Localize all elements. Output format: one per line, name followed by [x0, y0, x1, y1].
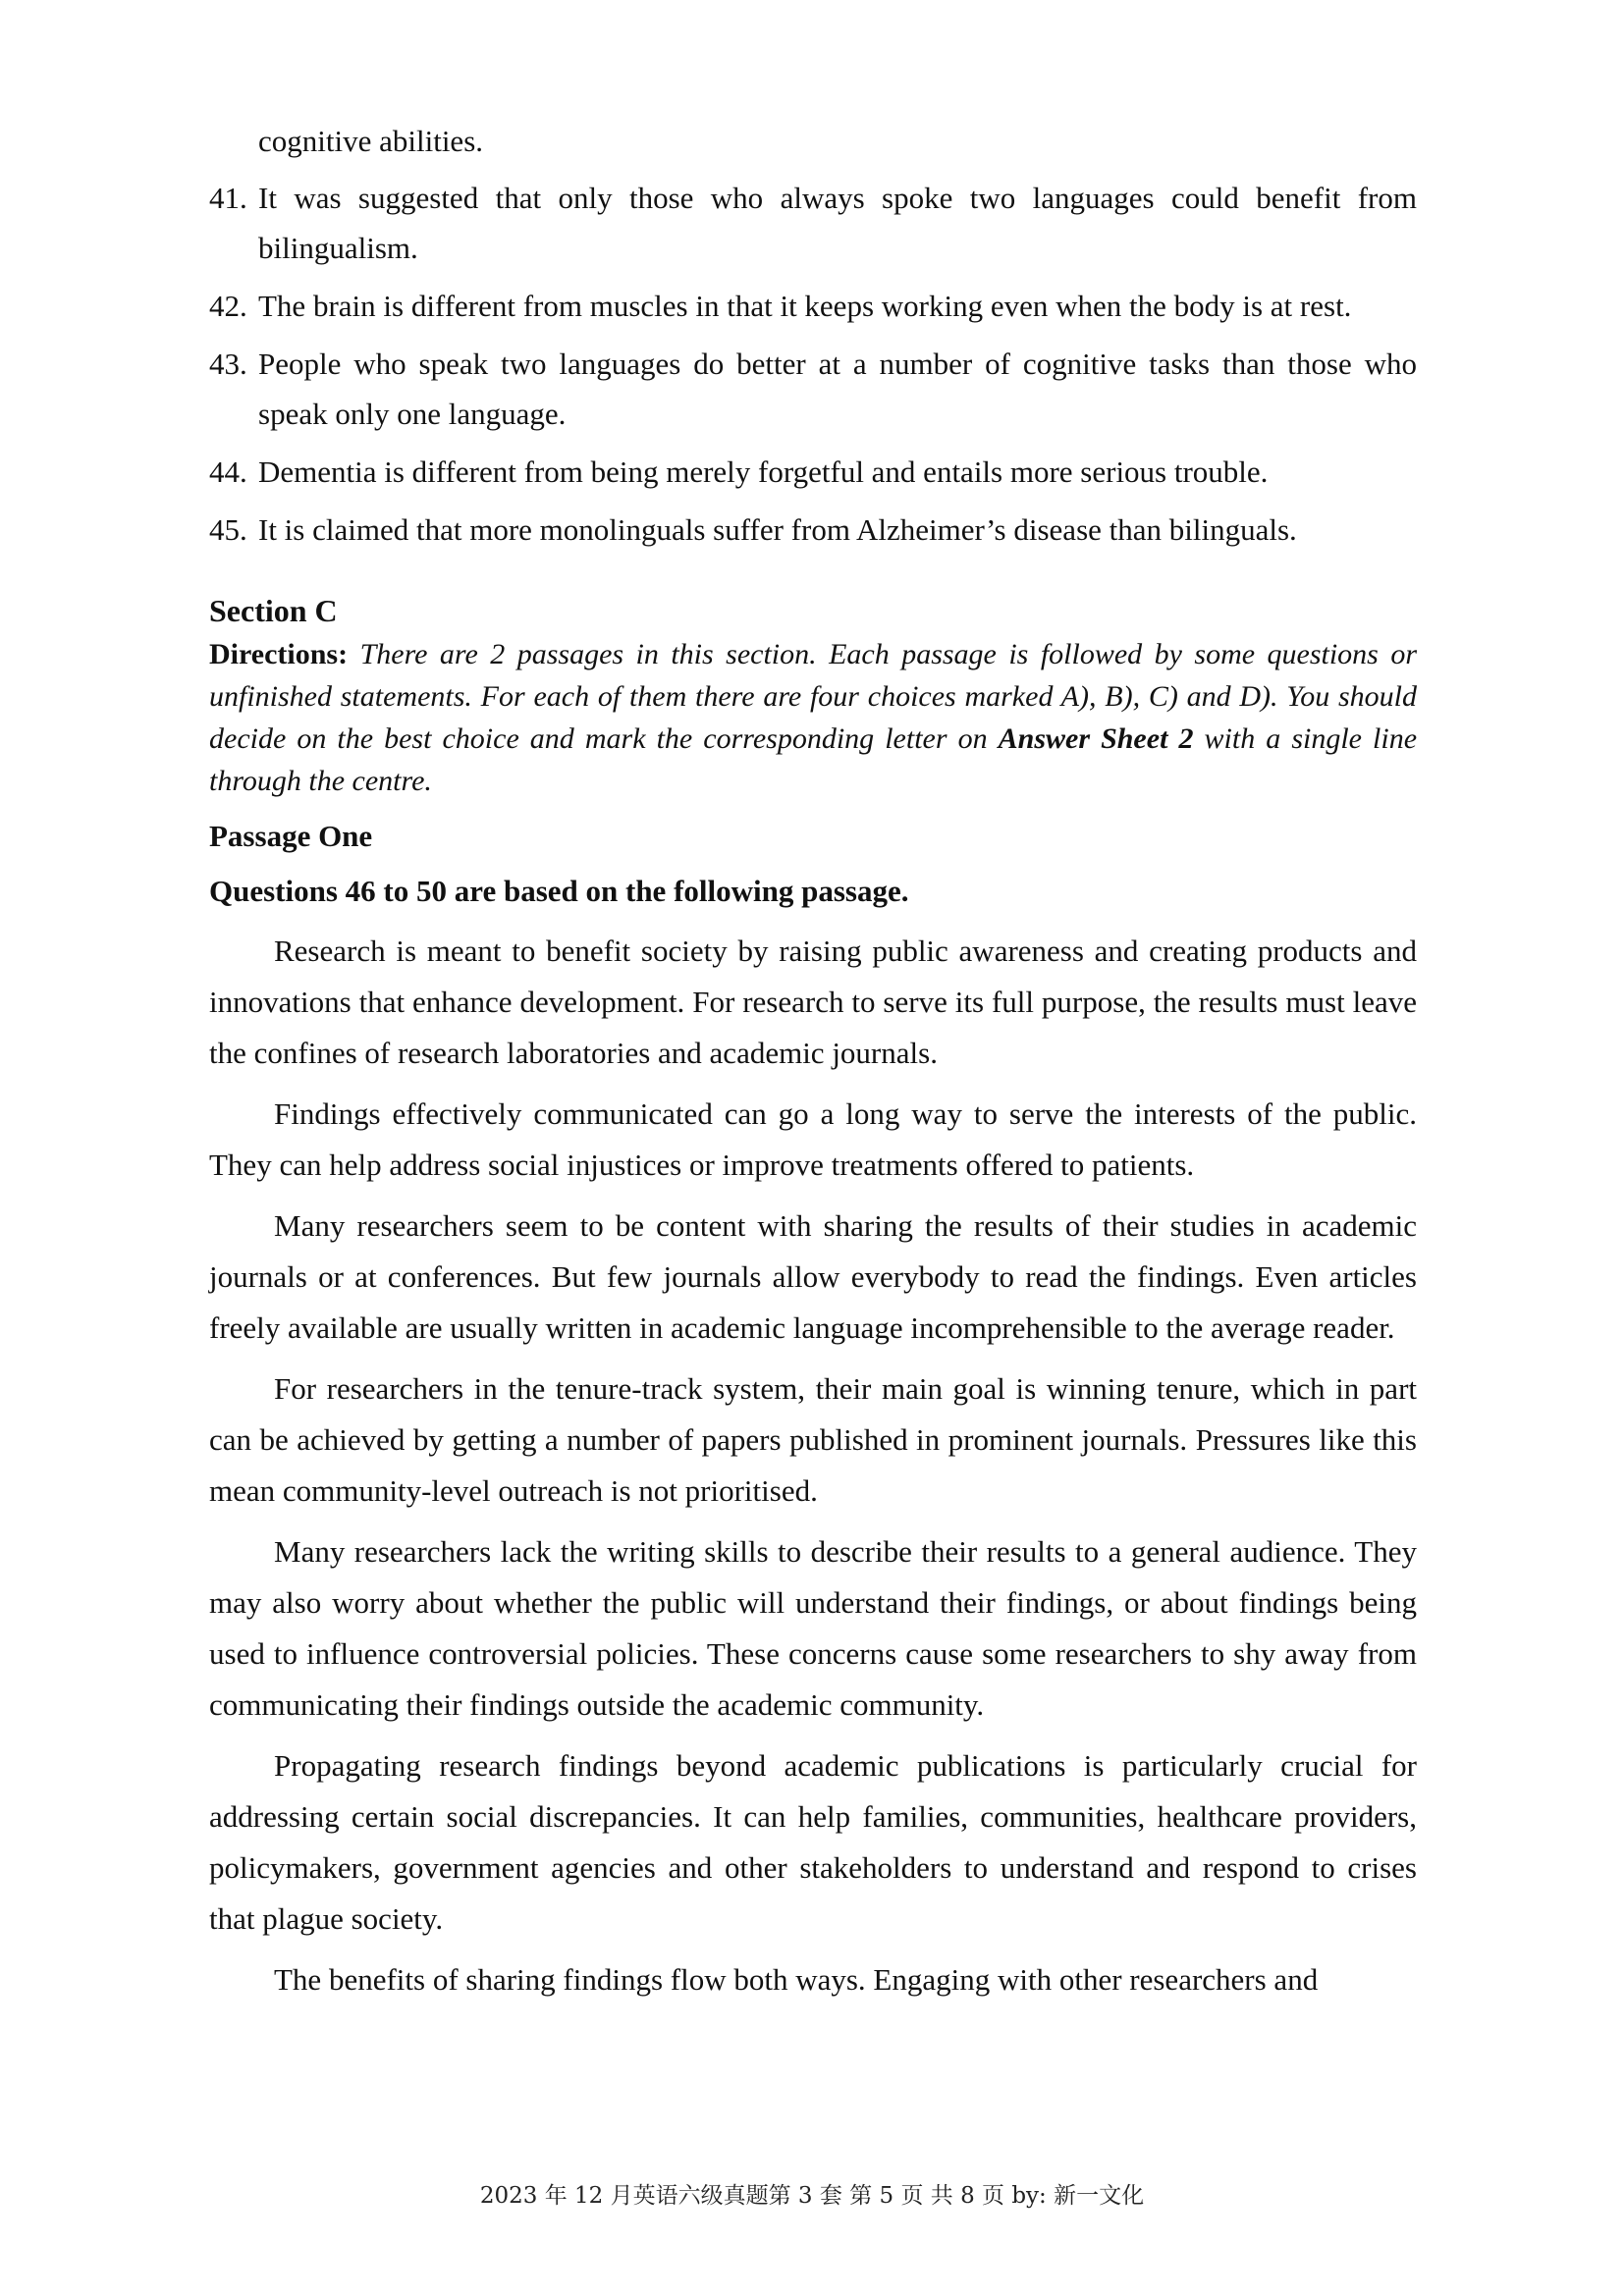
continuation-line: cognitive abilities. [258, 124, 484, 158]
passage-paragraph: Many researchers seem to be content with sharing the results of their studies in academic journals or at conferences. But few journals allow everybody to read the findings. Even articles freely available are usually written in academic language incomprehensible to the average reader. [209, 1208, 1417, 1345]
statement-44 [209, 447, 1417, 497]
passage-title: Passage One [209, 819, 373, 853]
questions-note: Questions 46 to 50 are based on the following passage. [209, 874, 909, 908]
passage-body [209, 926, 1417, 2005]
directions-label: Directions: [209, 638, 349, 670]
statement-text: People who speak two languages do better at a number of cognitive tasks than those who speak only one language. [258, 347, 1417, 431]
passage-paragraph: Findings effectively communicated can go a long way to serve the interests of the public. They can help address social injustices or improve treatments offered to patients. [209, 1096, 1417, 1182]
exam-page [209, 116, 1417, 2005]
statement-text: Dementia is different from being merely forgetful and entails more serious trouble. [258, 454, 1269, 489]
statement-number: 45. [209, 512, 247, 547]
passage-paragraph: The benefits of sharing findings flow both ways. Engaging with other researchers and [274, 1962, 1319, 1997]
directions-text-end: with a single line through the centre. [209, 722, 1418, 797]
statement-text: It is claimed that more monolinguals suffer from Alzheimer’s disease than bilinguals. [258, 512, 1297, 547]
statement-42 [209, 281, 1417, 331]
statement-43 [209, 339, 1417, 439]
statement-number: 41. [209, 181, 247, 215]
statement-number: 44. [209, 454, 247, 489]
statement-list [209, 173, 1417, 555]
statement-41 [209, 173, 1417, 273]
answer-sheet-label: Answer Sheet 2 [998, 722, 1194, 755]
statement-text: The brain is different from muscles in that it keeps working even when the body is at rest. [258, 289, 1352, 323]
statement-number: 43. [209, 347, 247, 381]
passage-paragraph: Many researchers lack the writing skills to describe their results to a general audience. They may also worry about whether the public will understand their findings, or about findings being used to influence controversial policies. These concerns cause some researchers to shy away from communicating their findings outside the academic community. [209, 1534, 1417, 1722]
passage-paragraph: Propagating research findings beyond academic publications is particularly crucial for addressing certain social discrepancies. It can help families, communities, healthcare providers, policymakers, government agencies and other stakeholders to understand and respond to crises that plague society. [209, 1748, 1417, 1936]
page-footer: 2023 年 12 月英语六级真题第 3 套 第 5 页 共 8 页 by: 新一文化 [479, 2183, 1145, 2209]
passage-paragraph: Research is meant to benefit society by raising public awareness and creating products and innovations that enhance development. For research to serve its full purpose, the results must leave the confines of research laboratories and academic journals. [209, 934, 1417, 1070]
section-title: Section C [209, 593, 338, 628]
directions-text: There are 2 passages in this section. Each passage is followed by some questions or unfinished statements. For each of them there are four choices marked A), B), C) and D). You should decide on the best choice and mark the corresponding letter on [209, 638, 1417, 755]
section-directions [209, 633, 1417, 802]
passage-paragraph: For researchers in the tenure-track system, their main goal is winning tenure, which in part can be achieved by getting a number of papers published in prominent journals. Pressures like this mean community-level outreach is not prioritised. [209, 1371, 1417, 1508]
statement-number: 42. [209, 289, 247, 323]
statement-text: It was suggested that only those who always spoke two languages could benefit from bilingualism. [258, 181, 1417, 265]
statement-45 [209, 505, 1417, 555]
